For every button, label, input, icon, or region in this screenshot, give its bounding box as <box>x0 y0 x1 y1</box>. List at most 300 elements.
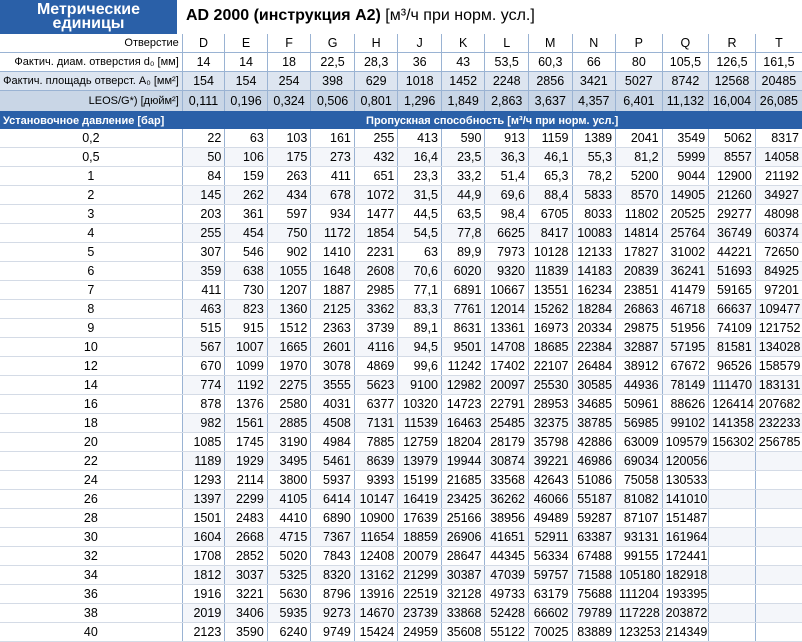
capacity-D: 145 <box>182 186 225 205</box>
capacity-P: 111204 <box>616 585 663 604</box>
capacity-F: 175 <box>267 148 311 167</box>
capacity-T <box>755 471 802 490</box>
capacity-Q: 25764 <box>662 224 709 243</box>
table-row <box>0 148 802 167</box>
capacity-N: 38785 <box>572 414 616 433</box>
capacity-R <box>709 528 756 547</box>
capacity-K: 28647 <box>441 547 485 566</box>
capacity-G: 8320 <box>311 566 355 585</box>
capacity-D: 50 <box>182 148 225 167</box>
leo-R: 16,004 <box>709 91 756 113</box>
capacity-T: 8317 <box>755 129 802 148</box>
capacity-Q: 88626 <box>662 395 709 414</box>
capacity-G: 1410 <box>311 243 355 262</box>
capacity-N: 67488 <box>572 547 616 566</box>
capacity-G: 2125 <box>311 300 355 319</box>
table-row <box>0 433 802 452</box>
capacity-L: 33568 <box>485 471 529 490</box>
capacity-K: 26906 <box>441 528 485 547</box>
leo-K: 1,849 <box>441 91 485 113</box>
table-row <box>0 281 802 300</box>
diameter-D: 14 <box>182 53 225 72</box>
diameter-L: 53,5 <box>485 53 529 72</box>
capacity-M: 66602 <box>528 604 572 623</box>
capacity-N: 71588 <box>572 566 616 585</box>
capacity-P: 11802 <box>616 205 663 224</box>
capacity-R: 156302 <box>709 433 756 452</box>
diameter-P: 80 <box>616 53 663 72</box>
diameter-H: 28,3 <box>354 53 398 72</box>
capacity-F: 2275 <box>267 376 311 395</box>
capacity-D: 463 <box>182 300 225 319</box>
capacity-P: 56985 <box>616 414 663 433</box>
capacity-D: 670 <box>182 357 225 376</box>
diameter-T: 161,5 <box>755 53 802 72</box>
capacity-N: 63387 <box>572 528 616 547</box>
capacity-G: 3555 <box>311 376 355 395</box>
capacity-H: 15424 <box>354 623 398 642</box>
capacity-Q: 182918 <box>662 566 709 585</box>
capacity-R: 21260 <box>709 186 756 205</box>
capacity-E: 1929 <box>225 452 268 471</box>
capacity-F: 434 <box>267 186 311 205</box>
capacity-N: 10083 <box>572 224 616 243</box>
capacity-D: 1085 <box>182 433 225 452</box>
capacity-M: 6705 <box>528 205 572 224</box>
orifice-N: N <box>572 34 616 53</box>
orifice-Q: Q <box>662 34 709 53</box>
diameter-R: 126,5 <box>709 53 756 72</box>
capacity-M: 15262 <box>528 300 572 319</box>
area-H: 629 <box>354 72 398 91</box>
capacity-R: 96526 <box>709 357 756 376</box>
capacity-E: 730 <box>225 281 268 300</box>
capacity-D: 1812 <box>182 566 225 585</box>
capacity-R <box>709 604 756 623</box>
set-pressure: 0,5 <box>0 148 182 167</box>
capacity-Q: 67672 <box>662 357 709 376</box>
capacity-H: 11654 <box>354 528 398 547</box>
capacity-T: 207682 <box>755 395 802 414</box>
orifice-E: E <box>225 34 268 53</box>
orifice-row <box>0 34 802 53</box>
capacity-L: 49733 <box>485 585 529 604</box>
capacity-L: 51,4 <box>485 167 529 186</box>
capacity-R <box>709 566 756 585</box>
orifice-label: Отверстие <box>0 34 182 53</box>
leo-J: 1,296 <box>398 91 442 113</box>
leo-Q: 11,132 <box>662 91 709 113</box>
capacity-E: 546 <box>225 243 268 262</box>
capacity-T: 84925 <box>755 262 802 281</box>
capacity-T: 48098 <box>755 205 802 224</box>
orifice-J: J <box>398 34 442 53</box>
capacity-E: 3590 <box>225 623 268 642</box>
capacity-T <box>755 528 802 547</box>
table-row <box>0 585 802 604</box>
capacity-Q: 214349 <box>662 623 709 642</box>
capacity-G: 273 <box>311 148 355 167</box>
capacity-G: 4984 <box>311 433 355 452</box>
leo-M: 3,637 <box>528 91 572 113</box>
capacity-M: 28953 <box>528 395 572 414</box>
table-row <box>0 566 802 585</box>
capacity-G: 7843 <box>311 547 355 566</box>
capacity-F: 2885 <box>267 414 311 433</box>
capacity-L: 28179 <box>485 433 529 452</box>
capacity-L: 10667 <box>485 281 529 300</box>
table-row <box>0 490 802 509</box>
capacity-T: 134028 <box>755 338 802 357</box>
leo-E: 0,196 <box>225 91 268 113</box>
capacity-E: 454 <box>225 224 268 243</box>
capacity-H: 1477 <box>354 205 398 224</box>
capacity-G: 9749 <box>311 623 355 642</box>
capacity-F: 597 <box>267 205 311 224</box>
capacity-T: 72650 <box>755 243 802 262</box>
capacity-J: 63 <box>398 243 442 262</box>
capacity-J: 44,5 <box>398 205 442 224</box>
capacity-F: 5935 <box>267 604 311 623</box>
capacity-M: 8417 <box>528 224 572 243</box>
capacity-R <box>709 490 756 509</box>
capacity-header: Пропускная способность [м³/ч при норм. усл.] <box>182 112 802 129</box>
area-L: 2248 <box>485 72 529 91</box>
capacity-Q: 46718 <box>662 300 709 319</box>
table-row <box>0 604 802 623</box>
capacity-G: 1172 <box>311 224 355 243</box>
capacity-P: 17827 <box>616 243 663 262</box>
capacity-F: 1512 <box>267 319 311 338</box>
capacity-L: 17402 <box>485 357 529 376</box>
capacity-J: 16419 <box>398 490 442 509</box>
capacity-G: 934 <box>311 205 355 224</box>
header <box>0 0 802 34</box>
capacity-D: 1604 <box>182 528 225 547</box>
capacity-K: 21685 <box>441 471 485 490</box>
capacity-R: 8557 <box>709 148 756 167</box>
capacity-P: 69034 <box>616 452 663 471</box>
table-row <box>0 452 802 471</box>
table-row <box>0 300 802 319</box>
area-N: 3421 <box>572 72 616 91</box>
capacity-M: 10128 <box>528 243 572 262</box>
table-row <box>0 319 802 338</box>
capacity-L: 7973 <box>485 243 529 262</box>
capacity-K: 44,9 <box>441 186 485 205</box>
set-pressure: 16 <box>0 395 182 414</box>
capacity-R <box>709 547 756 566</box>
set-pressure: 34 <box>0 566 182 585</box>
capacity-M: 25530 <box>528 376 572 395</box>
capacity-E: 1099 <box>225 357 268 376</box>
capacity-J: 94,5 <box>398 338 442 357</box>
capacity-Q: 203872 <box>662 604 709 623</box>
capacity-L: 6625 <box>485 224 529 243</box>
area-G: 398 <box>311 72 355 91</box>
capacity-J: 413 <box>398 129 442 148</box>
diameter-K: 43 <box>441 53 485 72</box>
capacity-K: 89,9 <box>441 243 485 262</box>
capacity-T <box>755 566 802 585</box>
capacity-D: 1708 <box>182 547 225 566</box>
capacity-R <box>709 585 756 604</box>
capacity-J: 24959 <box>398 623 442 642</box>
capacity-F: 3800 <box>267 471 311 490</box>
leo-N: 4,357 <box>572 91 616 113</box>
capacity-P: 2041 <box>616 129 663 148</box>
capacity-G: 1887 <box>311 281 355 300</box>
diameter-F: 18 <box>267 53 311 72</box>
capacity-R: 59165 <box>709 281 756 300</box>
capacity-P: 14814 <box>616 224 663 243</box>
capacity-E: 2114 <box>225 471 268 490</box>
leo-L: 2,863 <box>485 91 529 113</box>
capacity-P: 81,2 <box>616 148 663 167</box>
capacity-K: 23,5 <box>441 148 485 167</box>
capacity-G: 6414 <box>311 490 355 509</box>
capacity-K: 590 <box>441 129 485 148</box>
capacity-D: 774 <box>182 376 225 395</box>
capacity-H: 10147 <box>354 490 398 509</box>
capacity-Q: 57195 <box>662 338 709 357</box>
capacity-G: 5461 <box>311 452 355 471</box>
capacity-T: 183131 <box>755 376 802 395</box>
capacity-K: 16463 <box>441 414 485 433</box>
capacity-H: 1072 <box>354 186 398 205</box>
capacity-H: 255 <box>354 129 398 148</box>
capacity-T: 97201 <box>755 281 802 300</box>
capacity-E: 638 <box>225 262 268 281</box>
orifice-G: G <box>311 34 355 53</box>
capacity-K: 35608 <box>441 623 485 642</box>
capacity-F: 750 <box>267 224 311 243</box>
orifice-M: M <box>528 34 572 53</box>
capacity-G: 2601 <box>311 338 355 357</box>
capacity-R: 12900 <box>709 167 756 186</box>
capacity-R: 29277 <box>709 205 756 224</box>
capacity-N: 83889 <box>572 623 616 642</box>
capacity-G: 8796 <box>311 585 355 604</box>
diameter-J: 36 <box>398 53 442 72</box>
capacity-F: 263 <box>267 167 311 186</box>
capacity-P: 38912 <box>616 357 663 376</box>
capacity-N: 79789 <box>572 604 616 623</box>
capacity-T <box>755 604 802 623</box>
orifice-K: K <box>441 34 485 53</box>
capacity-K: 14723 <box>441 395 485 414</box>
capacity-K: 25166 <box>441 509 485 528</box>
capacity-K: 77,8 <box>441 224 485 243</box>
capacity-E: 1007 <box>225 338 268 357</box>
capacity-P: 87107 <box>616 509 663 528</box>
capacity-H: 6377 <box>354 395 398 414</box>
capacity-M: 32375 <box>528 414 572 433</box>
capacity-P: 44936 <box>616 376 663 395</box>
capacity-D: 203 <box>182 205 225 224</box>
diameter-N: 66 <box>572 53 616 72</box>
capacity-M: 16973 <box>528 319 572 338</box>
table-row <box>0 186 802 205</box>
capacity-N: 46986 <box>572 452 616 471</box>
diameter-M: 60,3 <box>528 53 572 72</box>
capacity-L: 13361 <box>485 319 529 338</box>
capacity-L: 36262 <box>485 490 529 509</box>
capacity-H: 7131 <box>354 414 398 433</box>
set-pressure: 2 <box>0 186 182 205</box>
capacity-N: 42886 <box>572 433 616 452</box>
capacity-R: 66637 <box>709 300 756 319</box>
set-pressure-header: Установочное давление [бар] <box>0 112 182 129</box>
capacity-L: 69,6 <box>485 186 529 205</box>
orifice-D: D <box>182 34 225 53</box>
capacity-J: 23,3 <box>398 167 442 186</box>
capacity-Q: 14905 <box>662 186 709 205</box>
leo-T: 26,085 <box>755 91 802 113</box>
capacity-N: 59287 <box>572 509 616 528</box>
capacity-N: 55187 <box>572 490 616 509</box>
capacity-M: 42643 <box>528 471 572 490</box>
capacity-Q: 31002 <box>662 243 709 262</box>
capacity-L: 41651 <box>485 528 529 547</box>
area-J: 1018 <box>398 72 442 91</box>
capacity-K: 9501 <box>441 338 485 357</box>
capacity-F: 1055 <box>267 262 311 281</box>
set-pressure: 32 <box>0 547 182 566</box>
capacity-F: 3190 <box>267 433 311 452</box>
area-P: 5027 <box>616 72 663 91</box>
capacity-T: 109477 <box>755 300 802 319</box>
capacity-L: 47039 <box>485 566 529 585</box>
capacity-Q: 51956 <box>662 319 709 338</box>
area-K: 1452 <box>441 72 485 91</box>
badge-line-1: Метрические <box>36 1 141 18</box>
capacity-N: 30585 <box>572 376 616 395</box>
capacity-J: 99,6 <box>398 357 442 376</box>
capacity-Q: 3549 <box>662 129 709 148</box>
diameter-row <box>0 53 802 72</box>
capacity-H: 5623 <box>354 376 398 395</box>
capacity-D: 515 <box>182 319 225 338</box>
orifice-P: P <box>616 34 663 53</box>
capacity-E: 63 <box>225 129 268 148</box>
capacity-G: 411 <box>311 167 355 186</box>
capacity-E: 1745 <box>225 433 268 452</box>
capacity-J: 17639 <box>398 509 442 528</box>
capacity-G: 678 <box>311 186 355 205</box>
capacity-D: 1293 <box>182 471 225 490</box>
set-pressure: 3 <box>0 205 182 224</box>
capacity-T <box>755 585 802 604</box>
capacity-D: 878 <box>182 395 225 414</box>
capacity-R <box>709 509 756 528</box>
capacity-G: 9273 <box>311 604 355 623</box>
capacity-E: 106 <box>225 148 268 167</box>
capacity-M: 18685 <box>528 338 572 357</box>
capacity-E: 361 <box>225 205 268 224</box>
capacity-N: 26484 <box>572 357 616 376</box>
capacity-D: 2123 <box>182 623 225 642</box>
capacity-F: 2580 <box>267 395 311 414</box>
capacity-Q: 172441 <box>662 547 709 566</box>
capacity-L: 38956 <box>485 509 529 528</box>
capacity-L: 36,3 <box>485 148 529 167</box>
capacity-F: 1970 <box>267 357 311 376</box>
capacity-E: 1561 <box>225 414 268 433</box>
capacity-E: 1376 <box>225 395 268 414</box>
capacity-M: 52911 <box>528 528 572 547</box>
diameter-Q: 105,5 <box>662 53 709 72</box>
capacity-D: 982 <box>182 414 225 433</box>
capacity-N: 20334 <box>572 319 616 338</box>
capacity-R: 111470 <box>709 376 756 395</box>
capacity-P: 5200 <box>616 167 663 186</box>
leo-P: 6,401 <box>616 91 663 113</box>
capacity-K: 8631 <box>441 319 485 338</box>
capacity-G: 4031 <box>311 395 355 414</box>
capacity-H: 8639 <box>354 452 398 471</box>
area-R: 12568 <box>709 72 756 91</box>
table-row <box>0 338 802 357</box>
capacity-H: 1854 <box>354 224 398 243</box>
capacity-T: 158579 <box>755 357 802 376</box>
leo-H: 0,801 <box>354 91 398 113</box>
capacity-H: 14670 <box>354 604 398 623</box>
section-header-row <box>0 112 802 129</box>
capacity-F: 3495 <box>267 452 311 471</box>
capacity-P: 117228 <box>616 604 663 623</box>
area-T: 20485 <box>755 72 802 91</box>
set-pressure: 24 <box>0 471 182 490</box>
capacity-M: 88,4 <box>528 186 572 205</box>
set-pressure: 5 <box>0 243 182 262</box>
capacity-G: 161 <box>311 129 355 148</box>
capacity-J: 10320 <box>398 395 442 414</box>
set-pressure: 28 <box>0 509 182 528</box>
capacity-K: 63,5 <box>441 205 485 224</box>
capacity-R: 81581 <box>709 338 756 357</box>
capacity-J: 21299 <box>398 566 442 585</box>
capacity-H: 432 <box>354 148 398 167</box>
capacity-K: 6891 <box>441 281 485 300</box>
capacity-K: 32128 <box>441 585 485 604</box>
capacity-E: 3037 <box>225 566 268 585</box>
capacity-R <box>709 452 756 471</box>
capacity-R: 126414 <box>709 395 756 414</box>
capacity-P: 26863 <box>616 300 663 319</box>
area-D: 154 <box>182 72 225 91</box>
capacity-E: 2483 <box>225 509 268 528</box>
area-label: Фактич. площадь отверст. A₀ [мм²] <box>0 72 182 91</box>
capacity-table <box>0 34 802 642</box>
capacity-F: 5630 <box>267 585 311 604</box>
table-row <box>0 509 802 528</box>
capacity-E: 2299 <box>225 490 268 509</box>
capacity-K: 19944 <box>441 452 485 471</box>
capacity-P: 99155 <box>616 547 663 566</box>
capacity-Q: 151487 <box>662 509 709 528</box>
leo-G: 0,506 <box>311 91 355 113</box>
set-pressure: 6 <box>0 262 182 281</box>
table-row <box>0 129 802 148</box>
capacity-R: 51693 <box>709 262 756 281</box>
capacity-H: 12408 <box>354 547 398 566</box>
capacity-G: 2363 <box>311 319 355 338</box>
set-pressure: 40 <box>0 623 182 642</box>
capacity-H: 4116 <box>354 338 398 357</box>
table-row <box>0 167 802 186</box>
set-pressure: 26 <box>0 490 182 509</box>
